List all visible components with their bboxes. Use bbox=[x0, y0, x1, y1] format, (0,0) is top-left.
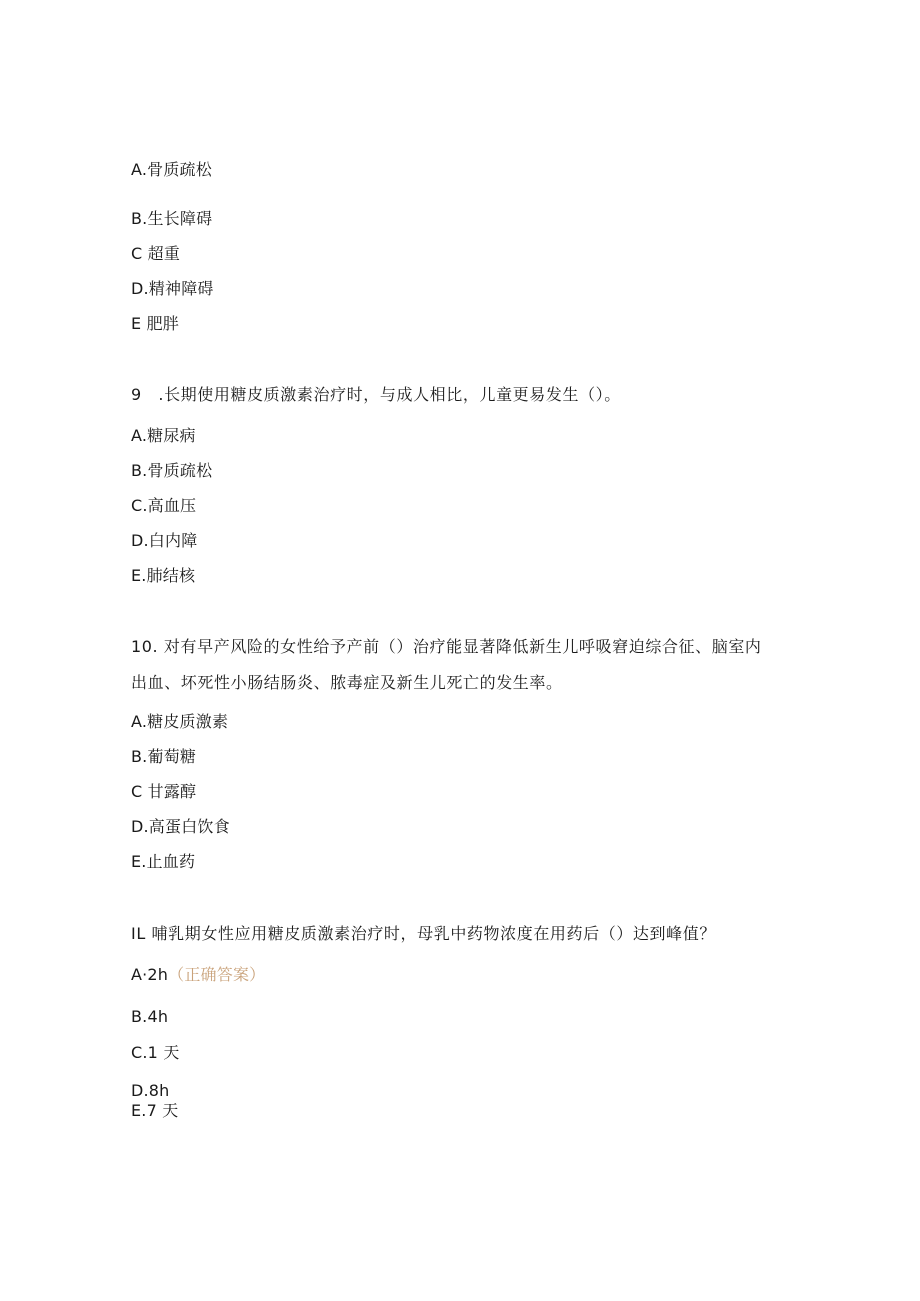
option-c: C 超重 bbox=[131, 244, 181, 263]
correct-answer-note: （正确答案） bbox=[168, 965, 266, 984]
question-9-option-c: C.高血压 bbox=[131, 496, 197, 515]
question-9-stem: 9 .长期使用糖皮质激素治疗时，与成人相比，儿童更易发生（）。 bbox=[131, 385, 621, 404]
question-11-option-a-text: A·2h bbox=[131, 965, 169, 984]
question-9-option-e: E.肺结核 bbox=[131, 566, 196, 585]
question-11-option-e: E.7 天 bbox=[131, 1101, 179, 1120]
question-11-option-b: B.4h bbox=[131, 1007, 169, 1026]
question-10-stem-line1: 10. 对有早产风险的女性给予产前（）治疗能显著降低新生儿呼吸窘迫综合征、脑室内 bbox=[131, 637, 762, 656]
question-10-option-b: B.葡萄糖 bbox=[131, 747, 197, 766]
option-d: D.精神障碍 bbox=[131, 279, 214, 298]
question-11-stem: IL 哺乳期女性应用糖皮质激素治疗时，母乳中药物浓度在用药后（）达到峰值？ bbox=[131, 924, 716, 943]
question-11-option-c: C.1 天 bbox=[131, 1043, 180, 1062]
question-11-option-d: D.8h bbox=[131, 1081, 170, 1100]
question-9-option-b: B.骨质疏松 bbox=[131, 461, 213, 480]
option-a: A.骨质疏松 bbox=[131, 160, 212, 179]
option-b: B.生长障碍 bbox=[131, 209, 213, 228]
question-10-option-c: C 甘露醇 bbox=[131, 782, 197, 801]
question-11-option-a bbox=[131, 965, 265, 985]
question-10-option-a: A.糖皮质激素 bbox=[131, 712, 229, 731]
question-9-option-d: D.白内障 bbox=[131, 531, 198, 550]
question-10-option-e: E.止血药 bbox=[131, 852, 196, 871]
question-9-option-a: A.糖尿病 bbox=[131, 426, 196, 445]
option-e: E 肥胖 bbox=[131, 314, 179, 333]
question-10-stem-line2: 出血、坏死性小肠结肠炎、脓毒症及新生儿死亡的发生率。 bbox=[131, 673, 563, 692]
question-10-option-d: D.高蛋白饮食 bbox=[131, 817, 230, 836]
